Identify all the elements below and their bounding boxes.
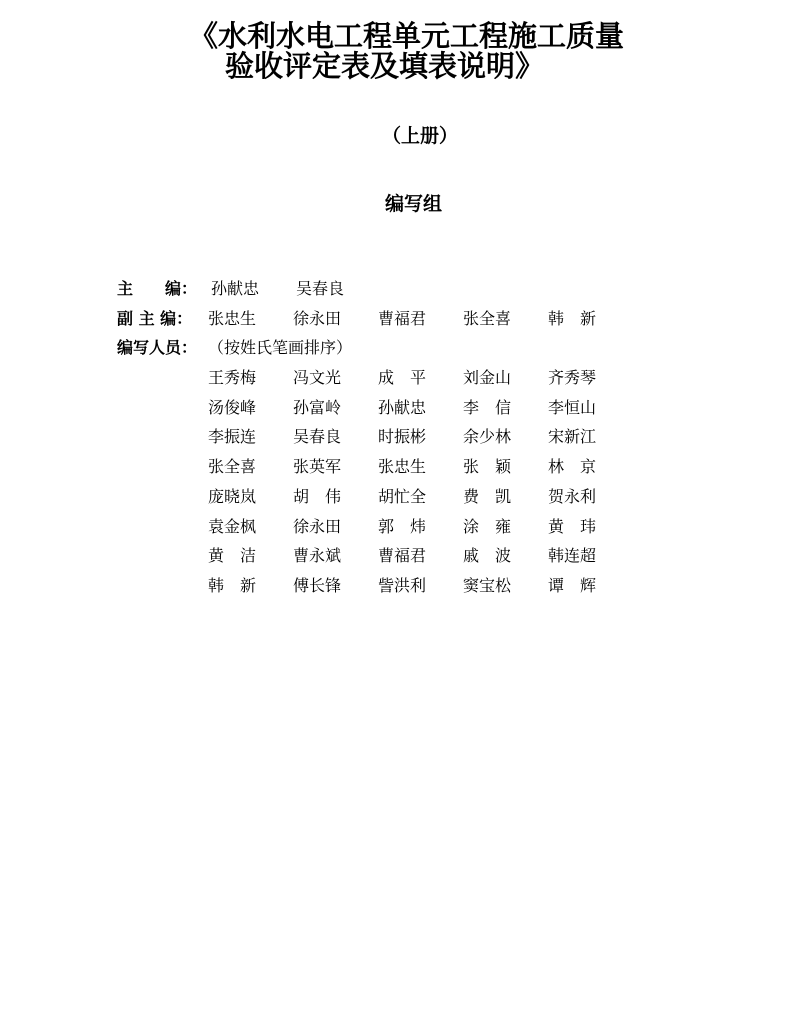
document-title-line-2: 验收评定表及填表说明》 [224, 49, 544, 83]
writer-name: 吴春良 [293, 427, 342, 446]
writer-name: 宋新江 [548, 427, 597, 446]
writer-name: 李恒山 [548, 398, 597, 417]
chief-editor-name: 吴春良 [296, 279, 345, 298]
writer-name: 费 凯 [463, 487, 512, 506]
writer-name: 贺永利 [548, 487, 597, 506]
writer-name: 窦宝松 [463, 576, 512, 595]
document-title-line-1: 《水利水电工程单元工程施工质量 [188, 19, 624, 53]
writer-name: 胡忙全 [378, 487, 427, 506]
writer-name: 冯文光 [293, 368, 342, 387]
writer-name: 孙富岭 [293, 398, 342, 417]
writer-name: 刘金山 [463, 368, 512, 387]
writer-name: 庞晓岚 [208, 487, 257, 506]
writer-name: 曹福君 [378, 546, 427, 565]
writer-name: 韩连超 [548, 546, 597, 565]
writer-name: 孙献忠 [378, 398, 427, 417]
chief-editor-label: 主 编： [117, 279, 198, 298]
deputy-editor-name: 曹福君 [378, 309, 427, 328]
writer-name: 林 京 [548, 457, 597, 476]
writer-name: 张英军 [293, 457, 342, 476]
writer-name: 韩 新 [208, 576, 257, 595]
writer-name: 王秀梅 [208, 368, 257, 387]
writer-name: 郭 炜 [378, 517, 427, 536]
volume-label: （上册） [382, 125, 459, 147]
writer-name: 傅长锋 [293, 576, 342, 595]
writer-name: 李 信 [463, 398, 512, 417]
writer-name: 曹永斌 [293, 546, 342, 565]
writer-name: 徐永田 [293, 517, 342, 536]
writer-name: 汤俊峰 [208, 398, 257, 417]
writer-name: 黄 玮 [548, 517, 597, 536]
editorial-group-heading: 编写组 [385, 193, 443, 215]
writers-order-note: （按姓氏笔画排序） [208, 338, 353, 357]
writer-name: 戚 波 [463, 546, 512, 565]
deputy-editor-label: 副 主 编： [117, 309, 193, 328]
chief-editor-name: 孙献忠 [211, 279, 260, 298]
writer-name: 张忠生 [378, 457, 427, 476]
writer-name: 訾洪利 [378, 576, 427, 595]
writer-name: 余少林 [463, 427, 512, 446]
writer-name: 时振彬 [378, 427, 427, 446]
deputy-editor-name: 韩 新 [548, 309, 597, 328]
writer-name: 胡 伟 [293, 487, 342, 506]
writer-name: 涂 雍 [463, 517, 512, 536]
writer-name: 李振连 [208, 427, 257, 446]
writer-name: 谭 辉 [548, 576, 597, 595]
writer-name: 成 平 [378, 368, 427, 387]
writer-name: 袁金枫 [208, 517, 257, 536]
deputy-editor-name: 张全喜 [463, 309, 512, 328]
writer-name: 张全喜 [208, 457, 257, 476]
writer-name: 张 颖 [463, 457, 512, 476]
deputy-editor-name: 徐永田 [293, 309, 342, 328]
deputy-editor-name: 张忠生 [208, 309, 257, 328]
writer-name: 齐秀琴 [548, 368, 597, 387]
writers-label: 编写人员： [117, 338, 198, 357]
writer-name: 黄 洁 [208, 546, 257, 565]
